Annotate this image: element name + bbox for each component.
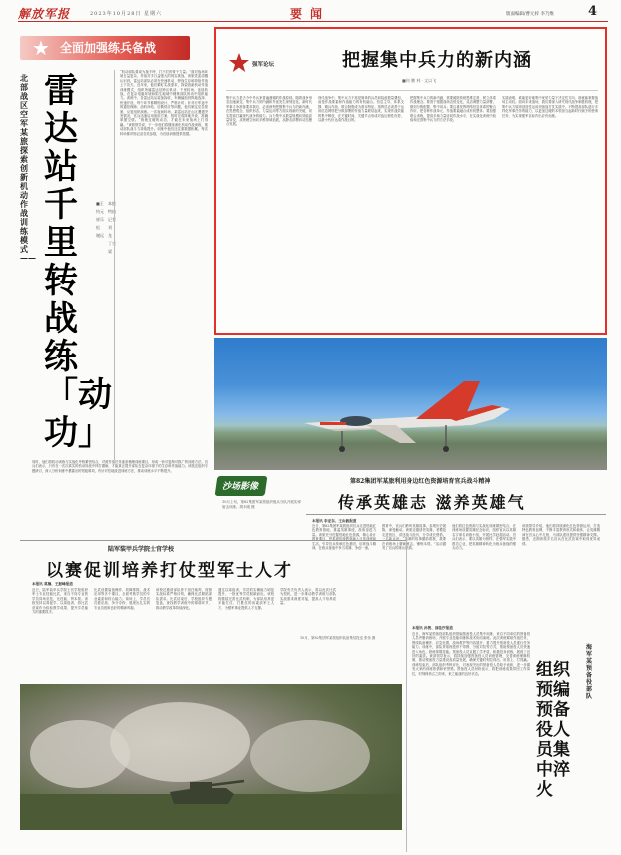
article-body-continued: 同时，他们将机动训练与实战化考核紧密结合，对照作战任务逐条梳理训练课目，形成一套可复制可推广的训练方法。官兵们表示，只有在一次次真实的机动转战中摔打磨砺，才能真正提升部队在复杂环境下的生存和作战能力。该旅还组织专题研讨，深入分析训练中暴露出的短板弱项，有针对性地改进训练方法，推动训练水平不断提升。 xyxy=(32,460,208,473)
commentary-column-1: 集中兵力是古今中外兵家普遍遵循的作战原则。随着战争形态加速演变，集中兵力的内涵和外延发生深刻变化。新时代军事斗争准备要求我们，必须深刻把握集中兵力的新内涵，在思想观念、组织形态、力量运用等方面实现新的突破，切实提高打赢现代战争的能力。兵力集中从数量规模向效能质量转变，从物理空间向多维领域拓展，从静态部署向动态聚合发展。 xyxy=(226,96,312,127)
right-article-headline: 组织预编预备役人员集中淬火 xyxy=(536,660,570,800)
bottom-article-body-3: 该校还邀请部队骨干担任裁判，按照实战标准严格评判，确保比武紧贴部队需求。比武结束后，学校组织专题复盘，查找教学训练中的薄弱环节，推动教学改革持续深化。 xyxy=(156,588,212,610)
right-article-body: 近日，海军某预备役部队组织预编预备役人员集中训练，来自不同单位的预备役人员齐聚训练场，开展专业技能训练和战术协同演练。此次训练紧贴作战任务，围绕装备操作、应急处置、战场救护等内容展开，着力提升预备役人员遂行任务能力。训练中，部队采取现役骨干带教、分组对抗等方式，帮助预备役人员快速进入角色、熟练掌握技能。预备役人员克服工学矛盾，积极投身训练，展现了良好的素质。该部领导表示，将持续加强预备役人员训练管理，完善训练保障机制，推动预备役力量建设高质量发展，确保关键时刻拉得出、用得上、打得赢。训练结束后，部队组织考核评比，对表现突出的预备役人员给予表彰，进一步激发大家的训练热情和荣誉感。预备役人员纷纷表示，将把训练成果带回工作岗位，时刻保持召之即来、来之能战的良好状态。 xyxy=(412,632,530,676)
bottom-article-headline: 以赛促训培养打仗型军士人才 xyxy=(46,561,293,581)
star-emblem-icon xyxy=(228,52,250,74)
bottom-article-body-1: 近日，陆军装甲兵学院士官学校组织军士专业技能比武，来自不同专业的学员同场竞技，比技能、拼本领。该校坚持以赛促学、以赛促训，将比武竞赛作为检验教学成果、提升学员能力的重要抓手。 xyxy=(32,588,88,615)
fighter-jet-illustration xyxy=(296,365,528,457)
commentary-column-3: 把握集中兵力的新内涵，需要破除传统思维定势，树立体系作战理念。要善于根据战场态势变化，灵活调整力量部署，做到分散配置、集中用兵；要注重发挥网络信息体系的聚合作用，把各种作战单元、作战要素融合成有机整体；要加强联合训练，提高多域力量协同作战水平，在实战化训练中检验和完善集中兵力的方法手段。 xyxy=(410,96,496,123)
issue-date: 2023年10月28日 星期六 xyxy=(90,11,163,17)
bottom-article-body-2: 比武设置装备操作、故障排除、战术应用等多个课目，全面考核学员的专业素质和综合能力。赛场上，学员们沉着应战、争分夺秒，展现出扎实的专业功底和良好的精神风貌。 xyxy=(94,588,150,610)
page-editors: 版面编辑/曹元梓 李乃维 xyxy=(506,12,554,17)
middle-article-body-3: 他们将红色资源与实战化训练紧密结合，在训练场设置英雄纪念标识，组织官兵以英雄名字命名训练小组，开展比学赶超活动。官兵们表示，要以英雄为榜样，在强军实践中建功立业，把英雄精神转化为练兵备战的强大动力。 xyxy=(452,524,516,551)
photo-feature-tag-label: 沙场影像 xyxy=(222,482,259,492)
commentary-title: 把握集中兵力的新内涵 xyxy=(342,50,532,71)
smoke-explosion-illustration xyxy=(20,684,402,830)
middle-article-byline: 本报讯 李亚东、王由毅报道 xyxy=(312,519,357,523)
middle-article-body-2: 教育中，官兵们聆听英雄故事，参观历史展陈，深受触动。该旅还邀请老英雄、老模范走进营区，讲述战斗经历，分享成长感悟。一名新兵说：“英雄的故事激励着我，我要在训练场上磨砺意志、锤炼本领。”活动激发了官兵的练兵热情。 xyxy=(382,524,446,551)
middle-article-kicker: 第82集团军某旅利用身边红色资源培育官兵战斗精神 xyxy=(350,478,491,485)
article-kicker: 北部战区空军某旅探索创新机动作战训练模式—— xyxy=(20,73,36,263)
article-byline-secondary: 本报特约记者 刘 龙 丁兴梁 xyxy=(108,201,116,254)
right-article-kicker: 海军某预备役部队 xyxy=(586,644,593,700)
bottom-article-body-4: 通过以赛促训，学员的实操能力明显提升，一批优秀学员脱颖而出。该校将继续完善比武机制，为部队培养更多能打仗、打胜仗的高素质军士人才，为强军事业提供人才支撑。 xyxy=(218,588,274,610)
commentary-column-label: 强军论坛 xyxy=(252,62,275,68)
star-icon: ★ xyxy=(32,36,50,60)
commentary-column-2: 现代战争中，集中兵力不再是简单的兵员和装备数量叠加，而是作战要素和作战能力的有机融合。信息主导、体系支撑、精兵作战、联合制胜成为基本特征。指挥员必须善于运用信息网络把分散部署的作战力量联结起来，实现作战效能的集中释放，在关键时间、关键节点形成对敌压倒性优势，以最小代价达成作战目的。 xyxy=(318,96,404,123)
bottom-article-byline: 本报讯 莫楠、王振峰报道 xyxy=(32,582,73,586)
column-banner-title: 全面加强练兵备战 xyxy=(60,41,157,55)
commentary-author: ■何 鹏 林 · 文以飞 xyxy=(402,78,437,83)
article-byline: ■王钧元 崔乐松 谢远 xyxy=(96,201,104,238)
middle-article-body-4: 该旅领导介绍，他们将持续深化红色资源运用，打造特色教育品牌，不断丰富教育形式和载体，让英雄精神在官兵心中扎根，为部队建设提供坚强精神支撑。据悉，近期该旅多名官兵在比武竞赛中取得优异成绩。 xyxy=(522,524,600,546)
middle-article-body-1: 近日，第82集团军某旅组织官兵走进驻地红色教育基地，重温英雄事迹，汲取奋进力量。该旅充分挖掘驻地红色资源，精心设计教育课目，把革命传统教育融入日常训练和生活，引导官兵传承红色基因，培育战斗精神，在练兵备战中争当英雄、争创一流。 xyxy=(312,524,376,551)
article-body: “机动部队要成为拖不垮、打不烂的骨干力量。”面对战场环境日益复杂、作战对手日益强大的现实挑战，该旅党委清醒认识到，雷达站部队必须在快速机动、野战生存和持续作战上下功夫。近年来，他们紧盯实战需求，探索创新机动作战训练模式，组织所属雷达站跨区机动、千里转场、连续转战，在复杂电磁环境和陌生地域中锤炼部队的动中组织能力。训练中，各雷达站从装备拆收、车辆编组到阵地选择、快速开设，每个环节都精细设计、严格计时；针对行军途中的通信保障、油料补给、后勤供应等问题，他们制定应急预案，反复组织演练。一次夜间转场，某雷达站在山区遭遇突发情况，官兵迅速启用备用方案，按时完成阵地开设，准确掌握空情。“练就过硬的动功，才能在未来战场上打得赢。”该旅领导说，下一步他们将继续深化机动作战训练，推动部队战斗力持续提升。训练中他们还注重数据积累，每次转场都详细记录各类参数，为后续训练提供依据。 xyxy=(120,70,208,136)
page-number: 4 xyxy=(588,4,598,19)
bottom-article-kicker: 陆军装甲兵学院士官学校 xyxy=(108,546,175,553)
middle-article-headline: 传承英雄志 滋养英雄气 xyxy=(338,493,526,512)
photo-caption: 10月上旬，第82集团军某旅组织炮兵分队开展实弹射击训练。胡永刚 摄 xyxy=(222,500,301,509)
bottom-article-body-5: 学院有关负责人表示，将以此次比武为契机，进一步推动教学训练与部队实战需求深度对接，提高人才培养质量。 xyxy=(280,588,336,606)
article-headline: 雷达站千里转战练「动功」 xyxy=(44,71,112,453)
bottom-photo-caption: 10月，第82集团军某旅组织装备集结投送 张伟 摄 xyxy=(300,636,376,640)
newspaper-logo: 解放军报 xyxy=(18,7,71,21)
masthead xyxy=(18,4,608,22)
commentary-column-4: 实践表明，谁能更好地集中优势力量于决定性方向，谁就能掌握战场主动权。面向未来战场，我们要深入研究现代战争制胜机理，把集中兵力原则创造性运用到备战打仗实践中，不断提高部队遂行多样化军事任务的能力，以更加过硬的本领担当起新时代赋予的使命任务，为实现强军目标作出应有贡献。 xyxy=(502,96,598,118)
right-article-byline: 本报讯 孙智、邵佳汐报道 xyxy=(412,626,453,630)
section-title: 要闻 xyxy=(290,7,331,21)
